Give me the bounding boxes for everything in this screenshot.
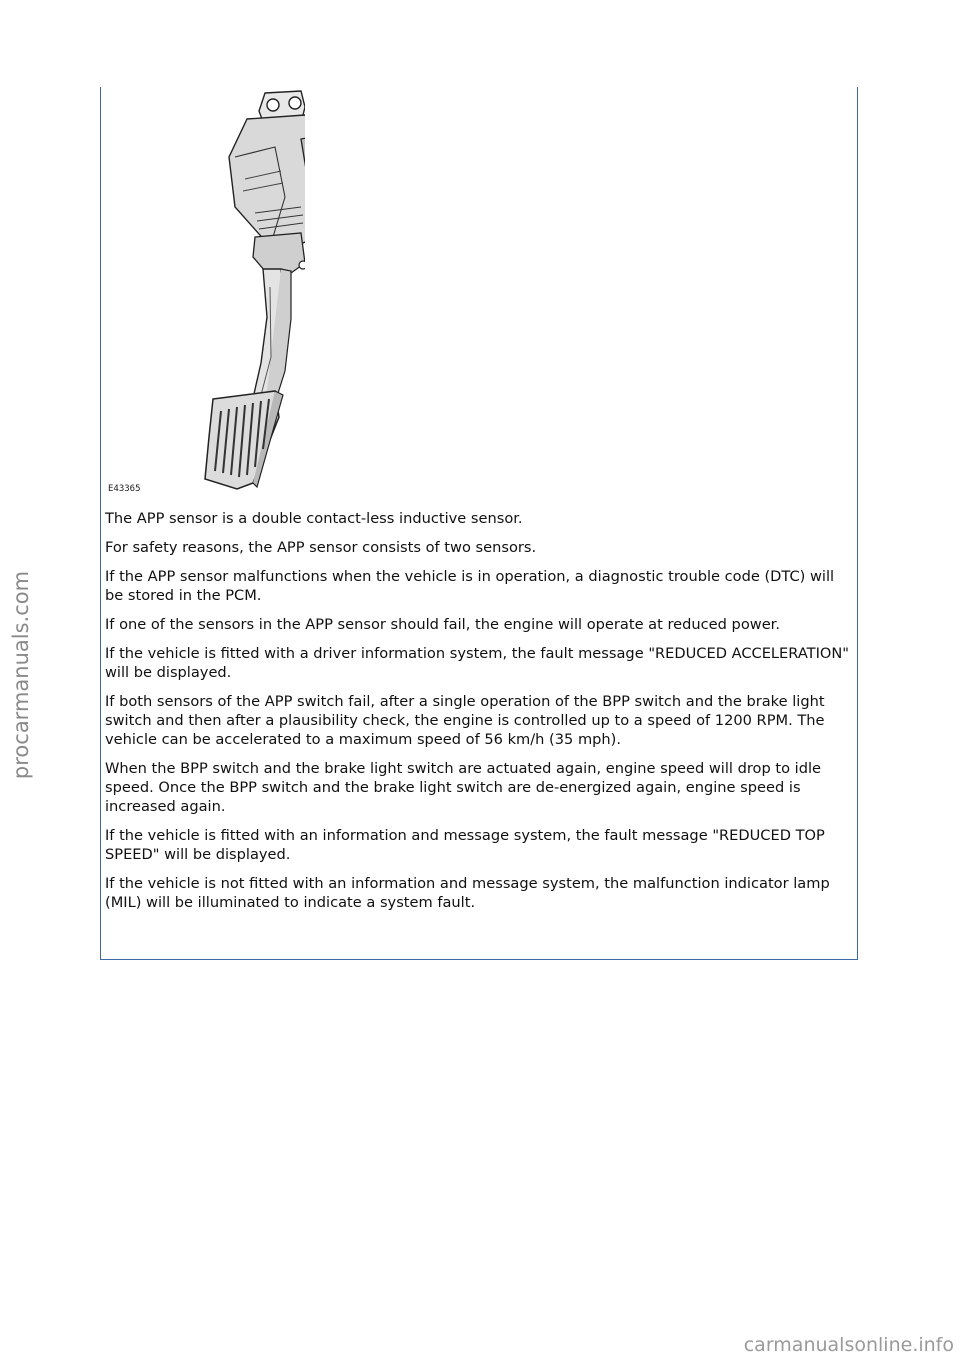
paragraph: If the vehicle is fitted with a driver information system, the fault message "REDUCED ACCELERATION" will be displayed. bbox=[105, 645, 850, 681]
pedal-figure bbox=[105, 87, 305, 499]
accelerator-pedal-icon bbox=[105, 87, 305, 499]
body-text bbox=[105, 509, 853, 922]
bottom-watermark: carmanualsonline.info bbox=[743, 1334, 954, 1356]
paragraph: If the APP sensor malfunctions when the vehicle is in operation, a diagnostic trouble code (DTC) will be stored in the PCM. bbox=[105, 568, 835, 604]
paragraph: If one of the sensors in the APP sensor should fail, the engine will operate at reduced power. bbox=[105, 616, 780, 633]
side-watermark bbox=[4, 545, 38, 805]
paragraph: When the BPP switch and the brake light switch are actuated again, engine speed will drop to idle speed. Once the BPP switch and the brake light switch are de-energized again, engine speed is increased again. bbox=[105, 760, 822, 815]
content-frame bbox=[100, 87, 858, 960]
paragraph: For safety reasons, the APP sensor consists of two sensors. bbox=[105, 539, 537, 556]
figure-code: E43365 bbox=[108, 484, 141, 494]
paragraph: If the vehicle is fitted with an information and message system, the fault message "REDUCED TOP SPEED" will be displayed. bbox=[105, 827, 825, 863]
paragraph: If both sensors of the APP switch fail, after a single operation of the BPP switch and the brake light switch and then after a plausibility check, the engine is controlled up to a speed of 1200 RPM. The vehicle can be accelerated to a maximum speed of 56 km/h (35 mph). bbox=[105, 693, 825, 748]
paragraph: The APP sensor is a double contact-less inductive sensor. bbox=[105, 510, 523, 527]
side-watermark-text: procarmanuals.com bbox=[9, 570, 33, 780]
paragraph: If the vehicle is not fitted with an information and message system, the malfunction indicator lamp (MIL) will be illuminated to indicate a system fault. bbox=[105, 875, 830, 911]
